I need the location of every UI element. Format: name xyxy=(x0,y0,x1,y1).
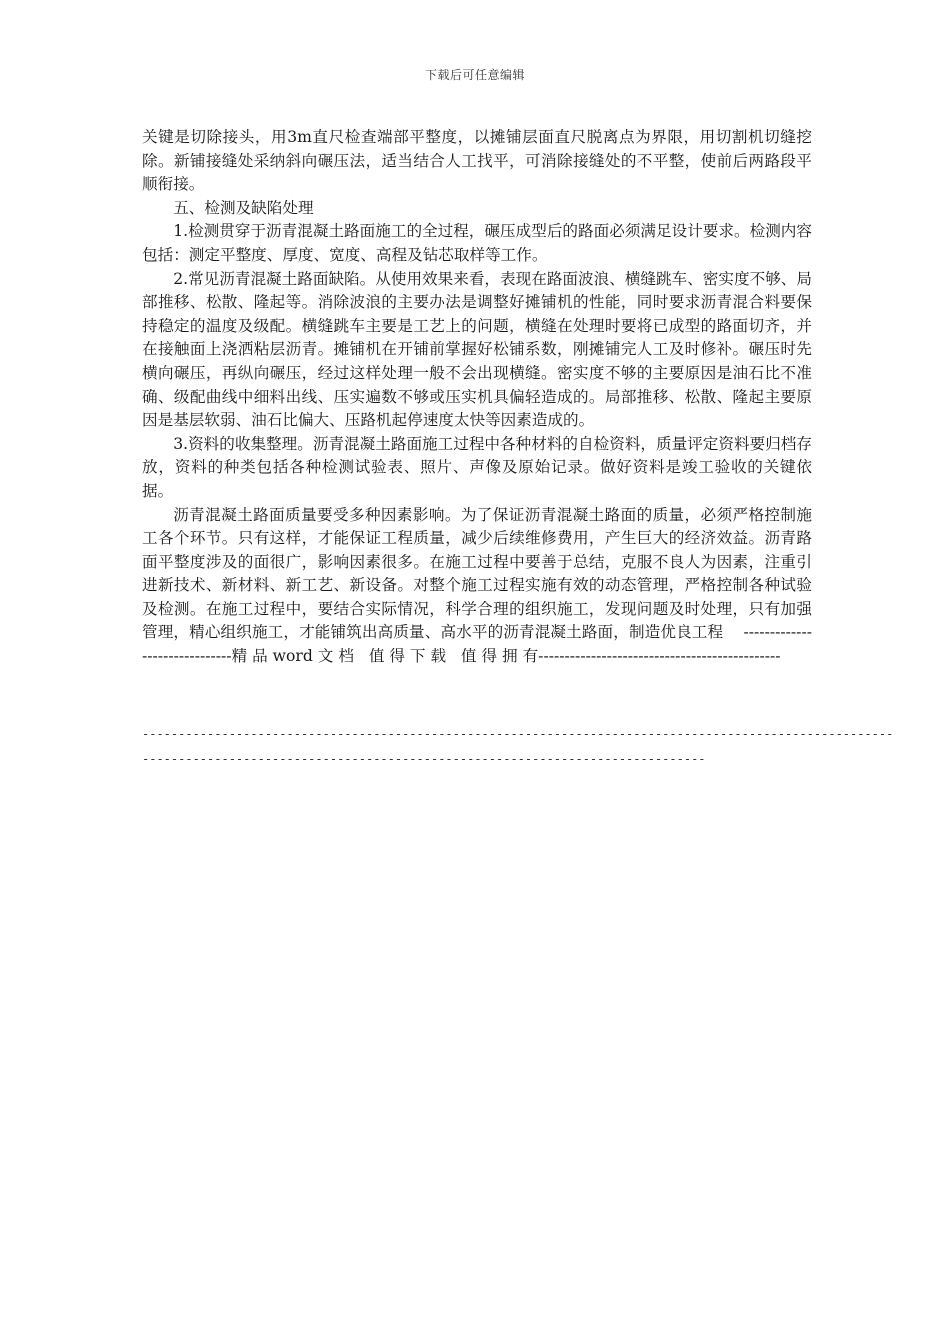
paragraph-records: 3.资料的收集整理。沥青混凝土路面施工过程中各种材料的自检资料，质量评定资料要归档存放，资料的种类包括各种检测试验表、照片、声像及原始记录。做好资料是竣工验收的关键依据。 xyxy=(142,434,812,500)
page-header: 下载后可任意编辑 xyxy=(424,68,525,82)
paragraph-defects: 2.常见沥青混凝土路面缺陷。从使用效果来看，表现在路面波浪、横缝跳车、密实度不够、局部推移、松散、隆起等。消除波浪的主要办法是调整好摊铺机的性能，同时要求沥青混合料要保持稳定的温度及级配。横缝跳车主要是工艺上的问题，横缝在处理时要将已成型的路面切齐，并在接触面上浇洒粘层沥青。摊铺机在开铺前掌握好松铺系数，刚摊铺完人工及时修补。碾压时先横向碾压，再纵向碾压，经过这样处理一般不会出现横缝。密实度不够的主要原因是油石比不准确、级配曲线中细料出线、压实遍数不够或压实机具偏轻造成的。局部推移、松散、隆起主要原因是基层软弱、油石比偏大、压路机起停速度太快等因素造成的。 xyxy=(142,269,812,430)
conclusion-text: 沥青混凝土路面质量要受多种因素影响。为了保证沥青混凝土路面的质量，必须严格控制施工各个环节。只有这样，才能保证工程质量，减少后续维修费用，产生巨大的经济效益。沥青路面平整度涉及的面很广，影响因素很多。在施工过程中要善于总结，克服不良人为因素，注重引进新技术、新材料、新工艺、新设备。对整个施工过程实施有效的动态管理，严格控制各种试验及检测。在施工过程中，要结合实际情况，科学合理的组织施工，发现问题及时处理，只有加强管理，精心组织施工，才能铺筑出高质量、高水平的沥青混凝土路面，制造优良工程 xyxy=(142,505,812,642)
dash-separator-line: ------------------------------------------------------------------------------ xyxy=(142,752,706,766)
word-document-trailer: ------------------------------精 品 word 文 档 值 得 下 载 值 得 拥 有---------------------------------------------- xyxy=(142,623,812,666)
paragraph-conclusion xyxy=(142,504,812,669)
paragraph-inspection: 1.检测贯穿于沥青混凝土路面施工的全过程，碾压成型后的路面必须满足设计要求。检测内容包括：测定平整度、厚度、宽度、高程及钻芯取样等工作。 xyxy=(142,222,812,264)
document-body xyxy=(142,126,812,669)
section-heading-inspection: 五、检测及缺陷处理 xyxy=(173,198,314,217)
dash-separator-line: -------------------------------------------------------------------------------------------------------- xyxy=(142,727,894,741)
paragraph-joint-cutting: 关键是切除接头，用3m直尺检查端部平整度，以摊铺层面直尺脱离点为界限，用切割机切缝挖除。新铺接缝处采纳斜向碾压法，适当结合人工找平，可消除接缝处的不平整，使前后两路段平顺衔接。 xyxy=(142,128,812,194)
